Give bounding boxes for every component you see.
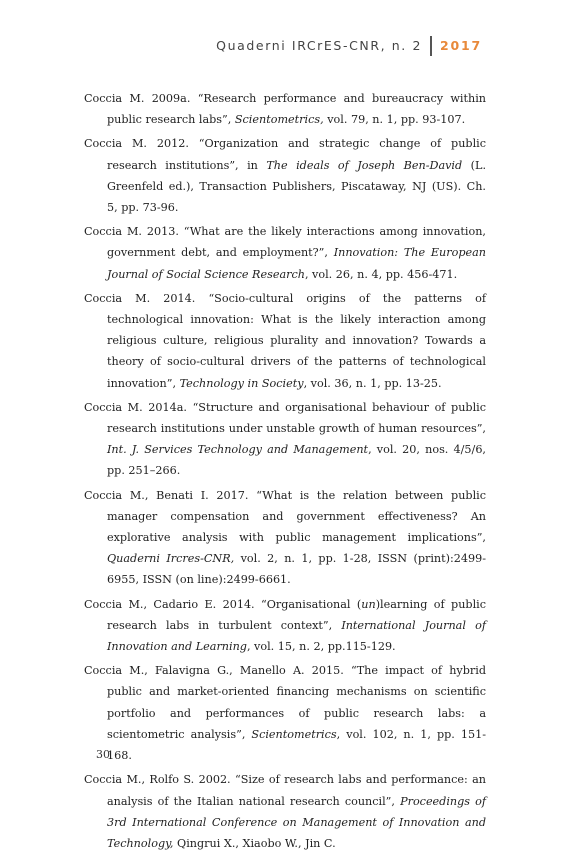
journal-series-title: Quaderni IRCrES-CNR, n. 2 <box>216 36 432 56</box>
reference-text: Coccia M., Cadario E. 2014. “Organisational ( <box>84 597 362 611</box>
journal-year: 2017 <box>440 38 482 53</box>
reference-italic-text: Proceedings of 3rd International Conference on Management of Innovation and Technology, <box>107 794 486 850</box>
reference-italic-text: Int. J. Services Technology and Management <box>107 443 369 457</box>
reference-text: Coccia M. 2009a. “Research performance and bureaucracy within public research labs”, <box>84 92 486 127</box>
reference-italic-text: Quaderni Ircres-CNR, <box>107 552 235 566</box>
reference-italic-text: The ideals of Joseph Ben-David <box>266 158 463 172</box>
reference-text: vol. 79, n. 1, pp. 93-107. <box>323 113 466 127</box>
running-header <box>216 34 482 58</box>
reference-entry <box>84 221 486 285</box>
reference-entry <box>84 769 486 854</box>
reference-text: Coccia M. 2013. “What are the likely interactions among innovation, government debt, and employment?”, <box>84 225 486 260</box>
page-number: 30 <box>96 748 110 761</box>
reference-text: Coccia M. 2012. “Organization and strategic change of public research institutions”, in <box>84 137 486 172</box>
reference-entry <box>84 88 486 130</box>
reference-italic-text: Scientometrics, <box>234 113 324 127</box>
reference-entry <box>84 660 486 766</box>
reference-list <box>84 88 486 857</box>
reference-text: vol. 2, n. 1, pp. 1-28, ISSN (print):2499-6955, ISSN (on line):2499-6661. <box>107 552 486 587</box>
reference-entry <box>84 288 486 394</box>
reference-text: Coccia M., Rolfo S. 2002. “Size of research labs and performance: an analysis of the Italian national research council”, <box>84 773 486 808</box>
reference-entry <box>84 485 486 591</box>
reference-text: )learning of public research labs in turbulent context”, <box>107 597 486 632</box>
reference-text: , vol. 20, nos. 4/5/6, pp. 251–266. <box>107 443 486 478</box>
reference-text: Coccia M. 2014. “Socio-cultural origins of the patterns of technological innovation: What is the likely interaction among religious culture, religious plurality and innovation? Towards a theory of socio-cultural drivers of the patterns of technological innovation”, <box>84 291 486 390</box>
reference-text: , vol. 102, n. 1, pp. 151-168. <box>107 727 486 763</box>
reference-text: Coccia M., Falavigna G., Manello A. 2015. “The impact of hybrid public and market-oriented financing mechanisms on scientific portfolio and performances of public research labs: a scientometric analysis”, <box>84 664 486 741</box>
reference-italic-text: Technology in Society <box>179 376 304 390</box>
reference-entry <box>84 397 486 482</box>
reference-entry <box>84 133 486 218</box>
reference-italic-text: International Journal of Innovation and Learning <box>107 618 486 654</box>
reference-text: , vol. 15, n. 2, pp.115-129. <box>246 640 396 654</box>
reference-text: Coccia M., Benati I. 2017. “What is the relation between public manager compensation and government effectiveness? An explorative analysis with public management implications”, <box>84 488 486 545</box>
reference-text: Qingrui X., Xiaobo W., Jin C. <box>173 836 336 850</box>
reference-entry <box>84 594 486 658</box>
reference-text: Coccia M. 2014a. “Structure and organisational behaviour of public research institutions under unstable growth of human resources”, <box>84 400 486 436</box>
reference-italic-text: Innovation: The European Journal of Social Science Research <box>107 246 486 281</box>
reference-italic-text: Scientometrics <box>251 727 337 741</box>
reference-italic-text: un <box>361 597 376 611</box>
reference-text: (L. Greenfeld ed.), Transaction Publishers, Piscataway, NJ (US). Ch. 5, pp. 73-96. <box>107 158 487 215</box>
reference-text: , vol. 26, n. 4, pp. 456-471. <box>304 267 458 281</box>
reference-text: , vol. 36, n. 1, pp. 13-25. <box>303 376 442 390</box>
